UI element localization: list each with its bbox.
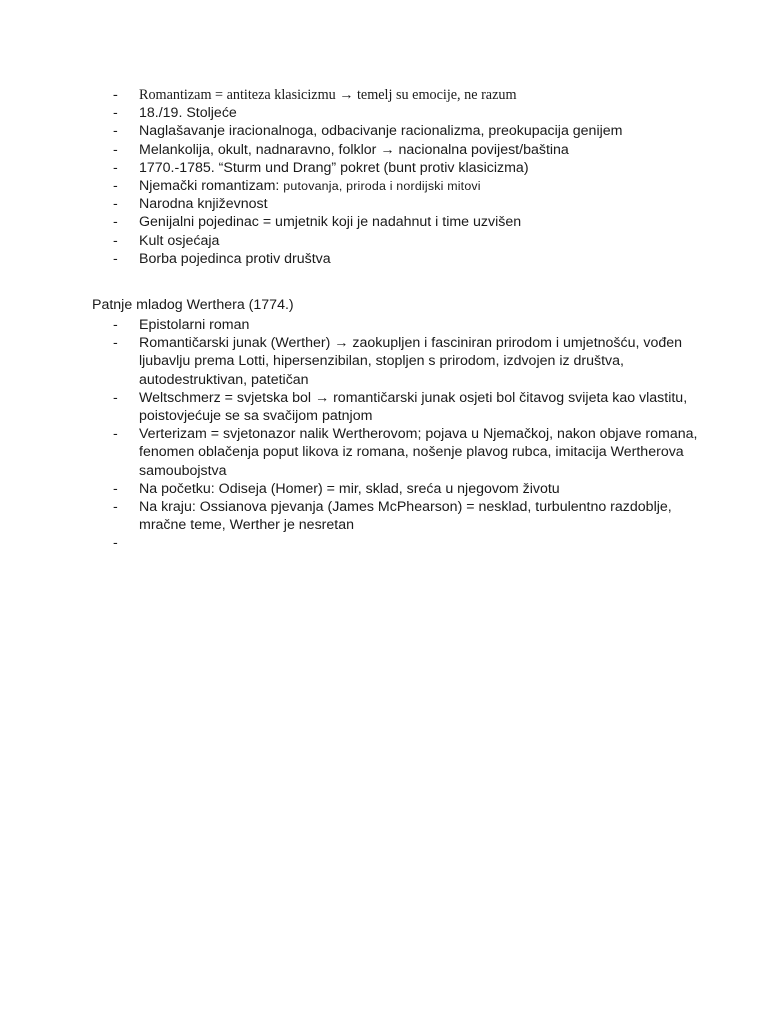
list-item xyxy=(92,195,712,213)
bullet-dash: - xyxy=(113,426,118,443)
werther-bullet-list xyxy=(92,316,712,552)
list-item-text: Kult osjećaja xyxy=(139,232,220,249)
list-item xyxy=(92,232,712,250)
list-item-text: Naglašavanje iracionalnoga, odbacivanje racionalizma, preokupacija genijem xyxy=(139,123,623,140)
list-item xyxy=(92,425,712,480)
bullet-dash: - xyxy=(113,159,118,176)
bullet-dash: - xyxy=(113,123,118,140)
list-item-text: Narodna književnost xyxy=(139,196,268,213)
bullet-dash: - xyxy=(113,141,118,158)
list-item xyxy=(92,389,712,425)
list-item-text: Epistolarni roman xyxy=(139,317,250,333)
list-item-text: Weltschmerz = svjetska bol → romantičarski junak osjeti bol čitavog svijeta kao vlastitu, poistovjećuje se sa svačijom patnjom xyxy=(139,389,688,425)
list-item-text: Romantizam = antiteza klasicizmu → temelj su emocije, ne razum xyxy=(139,87,517,103)
bullet-dash: - xyxy=(113,335,118,352)
bullet-dash: - xyxy=(113,317,118,333)
list-item-text: Borba pojedinca protiv društva xyxy=(139,250,331,267)
bullet-dash: - xyxy=(113,499,118,516)
list-item-text: Njemački romantizam: xyxy=(139,178,284,195)
bullet-dash: - xyxy=(113,214,118,231)
list-item-text: Na početku: Odiseja (Homer) = mir, sklad, sreća u njegovom životu xyxy=(139,480,560,497)
section-title: Patnje mladog Werthera (1774.) xyxy=(92,297,294,313)
list-item xyxy=(92,480,712,498)
list-item xyxy=(92,122,712,140)
bullet-dash: - xyxy=(113,389,118,406)
bullet-dash: - xyxy=(113,535,118,552)
bullet-dash: - xyxy=(113,480,118,497)
list-item-subtext: putovanja, priroda i nordijski mitovi xyxy=(283,179,481,194)
list-item xyxy=(92,498,712,534)
bullet-dash: - xyxy=(113,250,118,267)
list-item xyxy=(92,141,712,159)
list-item-text: Na kraju: Ossianova pjevanja (James McPhearson) = nesklad, turbulentno razdoblje, mračne teme, Werther je nesretan xyxy=(139,499,672,534)
list-item xyxy=(92,177,712,195)
list-item xyxy=(92,316,712,334)
list-item xyxy=(92,213,712,231)
list-item xyxy=(92,250,712,268)
list-item-text: Genijalni pojedinac = umjetnik koji je nadahnut i time uzvišen xyxy=(139,214,522,231)
bullet-dash: - xyxy=(113,232,118,249)
list-item xyxy=(92,334,712,389)
romanticism-bullet-list xyxy=(92,86,712,268)
list-item-text: Verterizam = svjetonazor nalik Wertherovom; pojava u Njemačkoj, nakon objave romana, fenomen oblačenja poput likova iz romana, nošenje plavog rubca, imitacija Wertherova samoubojstva xyxy=(139,426,698,479)
bullet-dash: - xyxy=(113,87,118,103)
bullet-dash: - xyxy=(113,196,118,213)
list-item xyxy=(92,159,712,177)
list-item-text: 18./19. Stoljeće xyxy=(139,105,237,122)
list-item-text: 1770.-1785. “Sturm und Drang” pokret (bunt protiv klasicizma) xyxy=(139,159,529,176)
bullet-dash: - xyxy=(113,105,118,122)
list-item-text: Melankolija, okult, nadnaravno, folklor → nacionalna povijest/baština xyxy=(139,141,569,158)
list-item xyxy=(92,86,712,104)
bullet-dash: - xyxy=(113,178,118,195)
list-item-text: Romantičarski junak (Werther) → zaokupljen i fasciniran prirodom i umjetnošću, vođen ljubavlju prema Lotti, hipersenzibilan, stopljen s prirodom, izdvojen iz društva, autodestruktivan, patetičan xyxy=(139,335,683,388)
list-item xyxy=(92,104,712,122)
